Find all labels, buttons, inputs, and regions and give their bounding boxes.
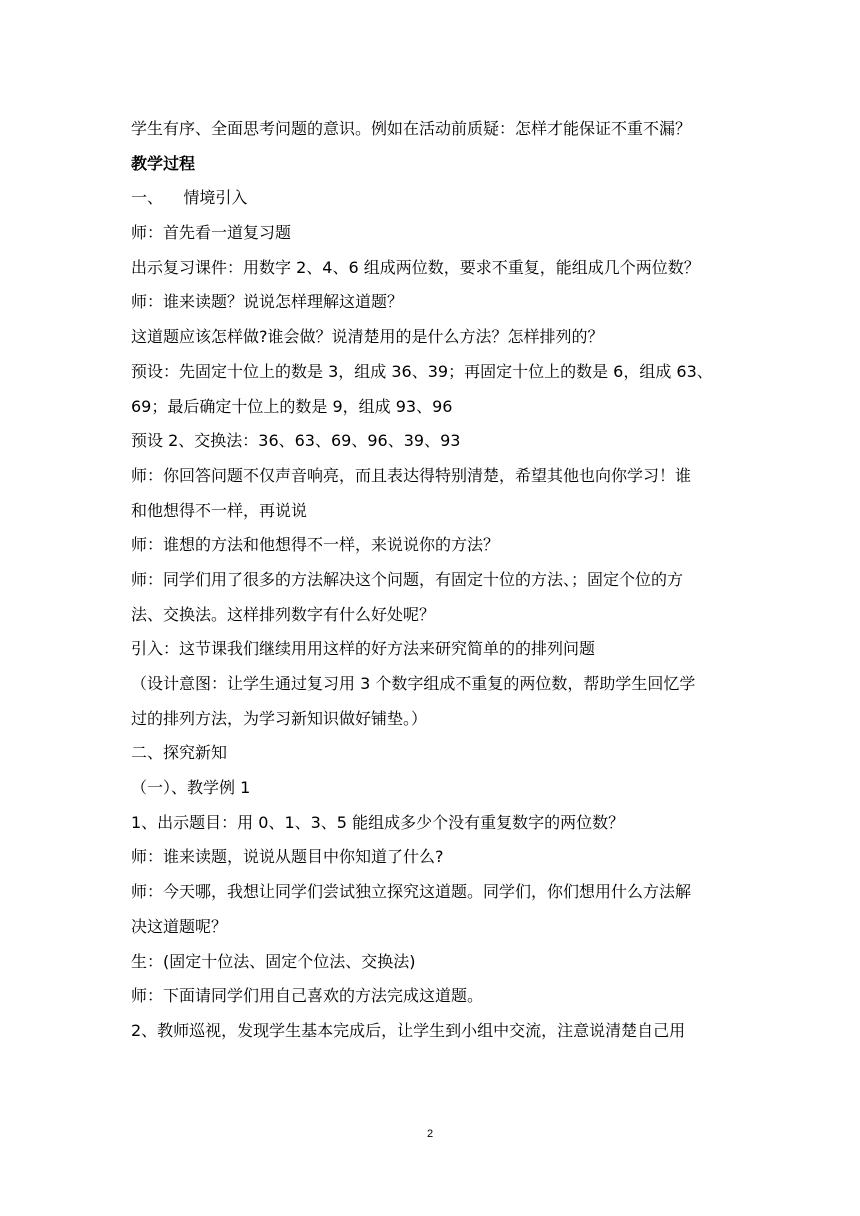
document-body	[131, 112, 736, 1049]
text-line: 这道题应该怎样做?谁会做？说清楚用的是什么方法？怎样排列的？	[131, 327, 604, 347]
text-line: 69；最后确定十位上的数是 9，组成 93、96	[131, 396, 453, 416]
text-line: 一、 情境引入	[131, 188, 248, 208]
text-line: （设计意图：让学生通过复习用 3 个数字组成不重复的两位数，帮助学生回忆学	[131, 674, 696, 693]
section-heading: 教学过程	[131, 153, 196, 173]
text-line: 2、教师巡视，发现学生基本完成后，让学生到小组中交流，注意说清楚自己用	[131, 1020, 686, 1040]
text-line: 引入：这节课我们继续用用这样的好方法来研究简单的的排列问题	[131, 639, 596, 659]
text-line: 师：谁来读题，说说从题目中你知道了什么?	[131, 847, 444, 867]
text-line: 师：下面请同学们用自己喜欢的方法完成这道题。	[131, 986, 484, 1006]
text-line: 师：今天哪，我想让同学们尝试独立探究这道题。同学们，你们想用什么方法解	[131, 882, 692, 902]
text-line: 学生有序、全面思考问题的意识。例如在活动前质疑：怎样才能保证不重不漏？	[131, 119, 692, 138]
text-line: 过的排列方法，为学习新知识做好铺垫。）	[131, 708, 428, 728]
text-line: 师：谁想的方法和他想得不一样，来说说你的方法？	[131, 535, 500, 555]
text-line: 师：你回答问题不仅声音响亮，而且表达得特别清楚，希望其他也向你学习！谁	[131, 465, 692, 485]
text-line: 和他想得不一样，再说说	[131, 500, 308, 520]
text-line: 生：(固定十位法、固定个位法、交换法)	[131, 951, 416, 971]
text-line: 二、探究新知	[131, 743, 228, 763]
text-line: 预设 2、交换法：36、63、69、96、39、93	[131, 431, 461, 451]
text-line: （一）、教学例 1	[131, 778, 251, 798]
text-line: 1、出示题目：用 0、1、3、5 能组成多少个没有重复数字的两位数？	[131, 812, 625, 832]
text-line: 预设：先固定十位上的数是 3，组成 36、39；再固定十位上的数是 6，组成 63、	[131, 361, 713, 381]
text-line: 师：首先看一道复习题	[131, 223, 292, 243]
page-number: 2	[426, 1128, 434, 1140]
text-line: 师：谁来读题？说说怎样理解这道题？	[131, 292, 404, 312]
text-line: 决这道题呢？	[131, 916, 228, 936]
text-line: 法、交换法。这样排列数字有什么好处呢？	[131, 604, 436, 624]
text-line: 出示复习课件：用数字 2、4、6 组成两位数，要求不重复，能组成几个两位数？	[131, 257, 700, 277]
text-line: 师：同学们用了很多的方法解决这个问题，有固定十位的方法、；固定个位的方	[131, 569, 684, 589]
